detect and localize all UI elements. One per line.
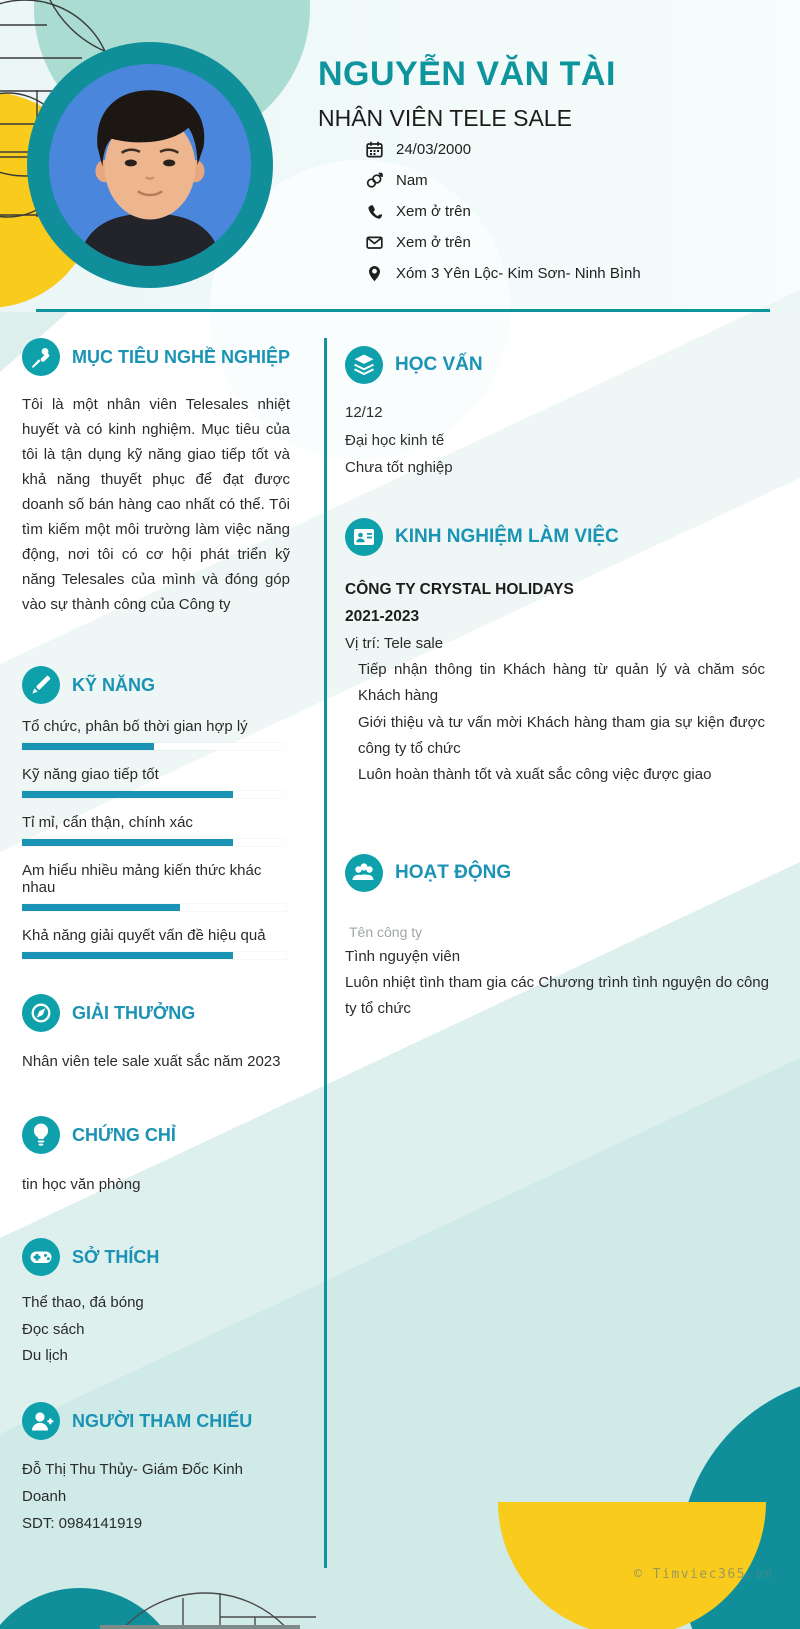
id-card-icon [345, 518, 383, 556]
skill-bar-fill [22, 839, 233, 846]
contact-row-birthday [366, 134, 641, 165]
award-item: Nhân viên tele sale xuất sắc năm 2023 [22, 1053, 281, 1070]
lightbulb-icon [22, 1116, 60, 1154]
profile-photo [49, 64, 251, 266]
skill-bar-fill [22, 904, 180, 911]
pencil-icon [22, 666, 60, 704]
contact-row-email [366, 227, 641, 258]
section-title: KỸ NĂNG [72, 674, 156, 695]
objective-text: Tôi là một nhân viên Telesales nhiệt huyết và có kinh nghiệm. Mục tiêu của tôi là tận dụng kỹ năng giao tiếp tốt và khả năng thuyết phục để đạt được doanh số bán hàng cao nhất có thể. Tôi tìm kiếm một môi trường làm việc năng động, nơi tôi có cơ hội phát triển kỹ năng Telesales của mình và đóng góp vào sự thành công của Công ty [22, 396, 290, 613]
job-title: NHÂN VIÊN TELE SALE [318, 105, 572, 131]
skill-label: Am hiểu nhiều mảng kiến thức khác nhau [22, 862, 262, 896]
experience-block [345, 576, 778, 788]
hobby-item: Thể thao, đá bóng [22, 1294, 144, 1311]
section-title: SỞ THÍCH [72, 1246, 160, 1267]
education-block [345, 399, 778, 482]
location-icon [366, 265, 383, 282]
phone-icon [366, 203, 383, 220]
section-awards [22, 994, 290, 1076]
column-divider-line [324, 338, 327, 1568]
header-divider-line [36, 309, 770, 312]
experience-duty: Tiếp nhận thông tin Khách hàng từ quản lý và chăm sóc Khách hàng [358, 661, 765, 705]
section-title: HOẠT ĐỘNG [395, 862, 512, 883]
contact-address: Xóm 3 Yên Lộc- Kim Sơn- Ninh Bình [396, 265, 641, 282]
email-icon [366, 234, 383, 251]
experience-period: 2021-2023 [345, 608, 420, 625]
skill-item [22, 718, 290, 750]
skill-bar-fill [22, 791, 233, 798]
activity-description: Luôn nhiệt tình tham gia các Chương trình tình nguyện do công ty tổ chức [345, 974, 769, 1017]
compass-icon [22, 994, 60, 1032]
section-hobbies [22, 1238, 290, 1370]
skills-list [22, 718, 290, 959]
section-title: KINH NGHIỆM LÀM VIỆC [395, 526, 619, 547]
education-school: Đại học kinh tế [345, 431, 445, 449]
people-group-icon [345, 854, 383, 892]
skill-bar-track [22, 743, 286, 750]
section-activities [345, 854, 778, 1022]
section-skills [22, 666, 290, 975]
education-level: 12/12 [345, 404, 383, 421]
experience-duties [345, 657, 765, 788]
experience-company: CÔNG TY CRYSTAL HOLIDAYS [345, 581, 574, 598]
contact-list [366, 134, 641, 289]
contact-row-phone [366, 196, 641, 227]
contact-gender: Nam [396, 172, 428, 189]
contact-birthday: 24/03/2000 [396, 141, 472, 158]
profile-photo-ring [27, 42, 273, 288]
activity-role: Tình nguyện viên [345, 948, 461, 965]
candidate-name: NGUYỄN VĂN TÀI [318, 55, 616, 93]
skill-label: Khả năng giải quyết vấn đề hiệu quả [22, 927, 266, 944]
section-education [345, 346, 778, 482]
skill-item [22, 814, 290, 846]
section-title: GIẢI THƯỞNG [72, 1002, 196, 1023]
hobby-list [22, 1290, 290, 1370]
skill-label: Kỹ năng giao tiếp tốt [22, 766, 159, 783]
gamepad-icon [22, 1238, 60, 1276]
education-status: Chưa tốt nghiệp [345, 459, 453, 476]
reference-block [22, 1456, 290, 1537]
layers-icon [345, 346, 383, 384]
section-title: HỌC VẤN [395, 354, 483, 375]
pin-icon [22, 338, 60, 376]
certificate-item: tin học văn phòng [22, 1176, 141, 1193]
hobby-item: Du lịch [22, 1347, 68, 1364]
bottom-wireframe-circle [92, 1592, 318, 1629]
experience-duty: Giới thiệu và tư vấn mời Khách hàng tham gia sự kiện được công ty tổ chức [358, 713, 765, 757]
right-column [345, 338, 778, 1078]
skill-bar-fill [22, 743, 154, 750]
skill-item [22, 766, 290, 798]
skill-item [22, 927, 290, 959]
section-certificates [22, 1116, 290, 1199]
contact-email: Xem ở trên [396, 234, 471, 251]
person-plus-icon [22, 1402, 60, 1440]
gender-icon [366, 172, 383, 189]
contact-row-gender [366, 165, 641, 196]
calendar-icon [366, 141, 383, 158]
experience-duty: Luôn hoàn thành tốt và xuất sắc công việc được giao [358, 766, 712, 784]
skill-bar-fill [22, 952, 233, 959]
skill-bar-track [22, 791, 286, 798]
activity-block [345, 944, 769, 1022]
section-title: MỤC TIÊU NGHỀ NGHIỆP [72, 346, 291, 367]
skill-label: Tổ chức, phân bố thời gian hợp lý [22, 718, 248, 735]
skill-label: Tỉ mỉ, cẩn thận, chính xác [22, 814, 193, 831]
reference-phone: SDT: 0984141919 [22, 1515, 143, 1532]
section-experience [345, 518, 778, 788]
left-column [22, 338, 290, 1629]
watermark: © Timviec365.vn [634, 1567, 774, 1582]
experience-position: Vị trí: Tele sale [345, 635, 444, 652]
section-objective [22, 338, 290, 617]
activity-company-placeholder: Tên công ty [349, 924, 423, 940]
avatar-illustration [49, 64, 251, 266]
skill-bar-track [22, 839, 286, 846]
section-title: NGƯỜI THAM CHIẾU [72, 1410, 253, 1431]
skill-item [22, 862, 290, 911]
skill-bar-track [22, 904, 286, 911]
skill-bar-track [22, 952, 286, 959]
section-references [22, 1402, 290, 1537]
reference-name: Đỗ Thị Thu Thủy- Giám Đốc Kinh Doanh [22, 1461, 243, 1505]
hobby-item: Đọc sách [22, 1320, 85, 1338]
section-title: CHỨNG CHỈ [72, 1124, 176, 1145]
contact-row-address [366, 258, 641, 289]
contact-phone: Xem ở trên [396, 203, 471, 220]
